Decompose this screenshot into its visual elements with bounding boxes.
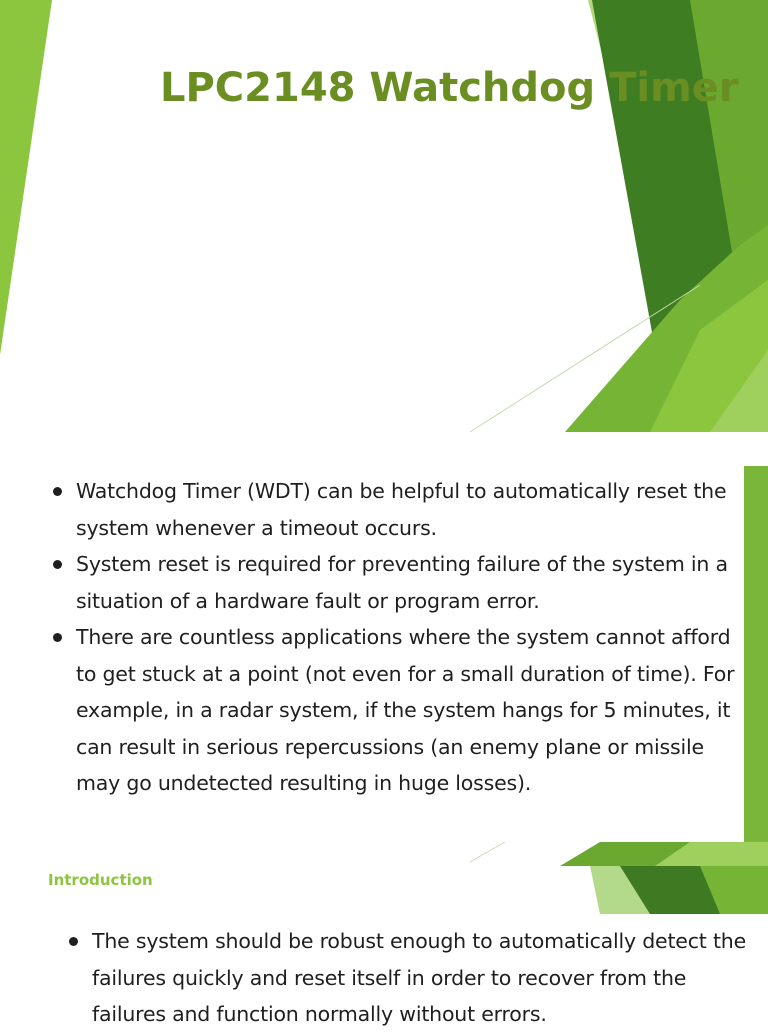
lower-accent-line: [470, 842, 505, 862]
bullet-item: [50, 546, 740, 619]
bullet-text: Watchdog Timer (WDT) can be helpful to automatically reset the system whenever a timeout occurs.: [76, 479, 727, 540]
bullet-dot-icon: [53, 633, 62, 642]
bullet-dot-icon: [53, 560, 62, 569]
bullet-text: There are countless applications where the system cannot afford to get stuck at a point (not even for a small duration of time). For example, in a radar system, if the system hangs for 5 minutes, it can result in serious repercussions (an enemy plane or missile may go undetected resulting in huge losses).: [76, 625, 735, 795]
bullet-text: System reset is required for preventing failure of the system in a situation of a hardware fault or program error.: [76, 552, 728, 613]
next-slide-bullet-list: [66, 923, 766, 1033]
bullet-dot-icon: [69, 937, 78, 946]
bullet-item: [50, 473, 740, 546]
content-panel: [34, 466, 744, 842]
bullet-text: The system should be robust enough to automatically detect the failures quickly and reset itself in order to recover from the failures and function normally without errors.: [92, 929, 746, 1026]
bullet-dot-icon: [53, 487, 62, 496]
left-accent-shape: [0, 0, 52, 355]
bullet-item: [50, 619, 740, 802]
slide-title: LPC2148 Watchdog Timer: [160, 65, 739, 111]
bullet-item: [66, 923, 766, 1033]
bullet-list: [50, 473, 740, 802]
section-label: Introduction: [48, 871, 153, 889]
right-strip-lower: [744, 466, 768, 842]
next-slide-panel: [50, 914, 768, 1024]
